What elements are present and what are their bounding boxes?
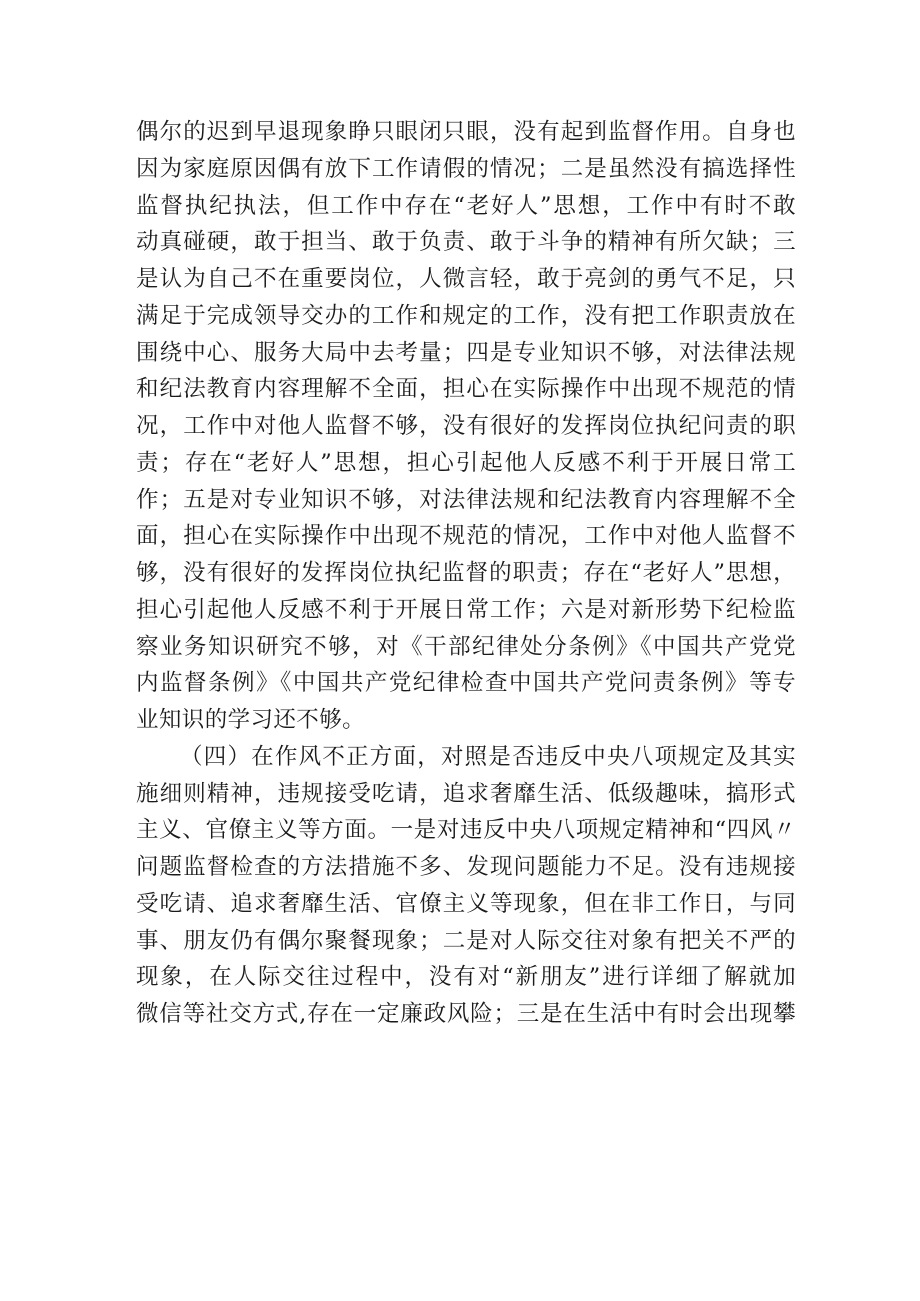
text-line: 偶尔的迟到早退现象睁只眼闭只眼，没有起到监督作用。自身也 [136,119,796,145]
paragraph-continued [136,114,796,739]
text-line: 受吃请、追求奢靡生活、官僚主义等现象，但在非工作日，与同 [136,890,796,917]
text-line: 施细则精神，违规接受吃请，追求奢靡生活、低级趣味，搞形式 [136,780,796,807]
text-line: 问题监督检查的方法措施不多、发现问题能力不足。没有违规接 [136,854,796,880]
text-line: 微信等社交方式,存在一定廉政风险；三是在生活中有时会出现攀 [136,1001,796,1027]
text-line: 担心引起他人反感不利于开展日常工作；六是对新形势下纪检监 [136,596,796,623]
text-line: 满足于完成领导交办的工作和规定的工作，没有把工作职责放在 [136,302,796,329]
text-line: 业知识的学习还不够。 [136,707,366,733]
text-line: 面，担心在实际操作中出现不规范的情况，工作中对他人监督不 [136,523,796,550]
document-body [136,114,796,1033]
text-line: 作；五是对专业知识不够，对法律法规和纪法教育内容理解不全 [136,486,796,513]
text-line: 内监督条例》《中国共产党纪律检查中国共产党问责条例》等专 [136,670,796,697]
text-line: 况，工作中对他人监督不够，没有很好的发挥岗位执纪问责的职 [136,413,796,439]
text-line: 主义、官僚主义等方面。一是对违反中央八项规定精神和“四风〃 [136,817,796,844]
paragraph-heading-line: （四）在作风不正方面，对照是否违反中央八项规定及其实 [180,743,796,770]
paragraph-four [136,739,796,1033]
text-line: 动真碰硬，敢于担当、敢于负责、敢于斗争的精神有所欠缺；三 [136,229,796,256]
text-line: 事、朋友仍有偶尔聚餐现象；二是对人际交往对象有把关不严的 [136,927,796,954]
text-line: 责；存在“老好人”思想，担心引起他人反感不利于开展日常工 [136,449,796,476]
text-line: 围绕中心、服务大局中去考量；四是专业知识不够，对法律法规 [136,339,796,366]
text-line: 因为家庭原因偶有放下工作请假的情况；二是虽然没有搞选择性 [136,155,796,182]
text-line: 是认为自己不在重要岗位，人微言轻，敢于亮剑的勇气不足，只 [136,266,796,292]
text-line: 够，没有很好的发挥岗位执纪监督的职责；存在“老好人”思想， [136,560,796,586]
text-line: 监督执纪执法，但工作中存在“老好人”思想，工作中有时不敢 [136,192,796,219]
text-line: 和纪法教育内容理解不全面，担心在实际操作中出现不规范的情 [136,376,796,403]
text-line: 察业务知识研究不够，对《干部纪律处分条例》《中国共产党党 [136,633,796,660]
text-line: 现象，在人际交往过程中，没有对“新朋友”进行详细了解就加 [136,964,796,991]
